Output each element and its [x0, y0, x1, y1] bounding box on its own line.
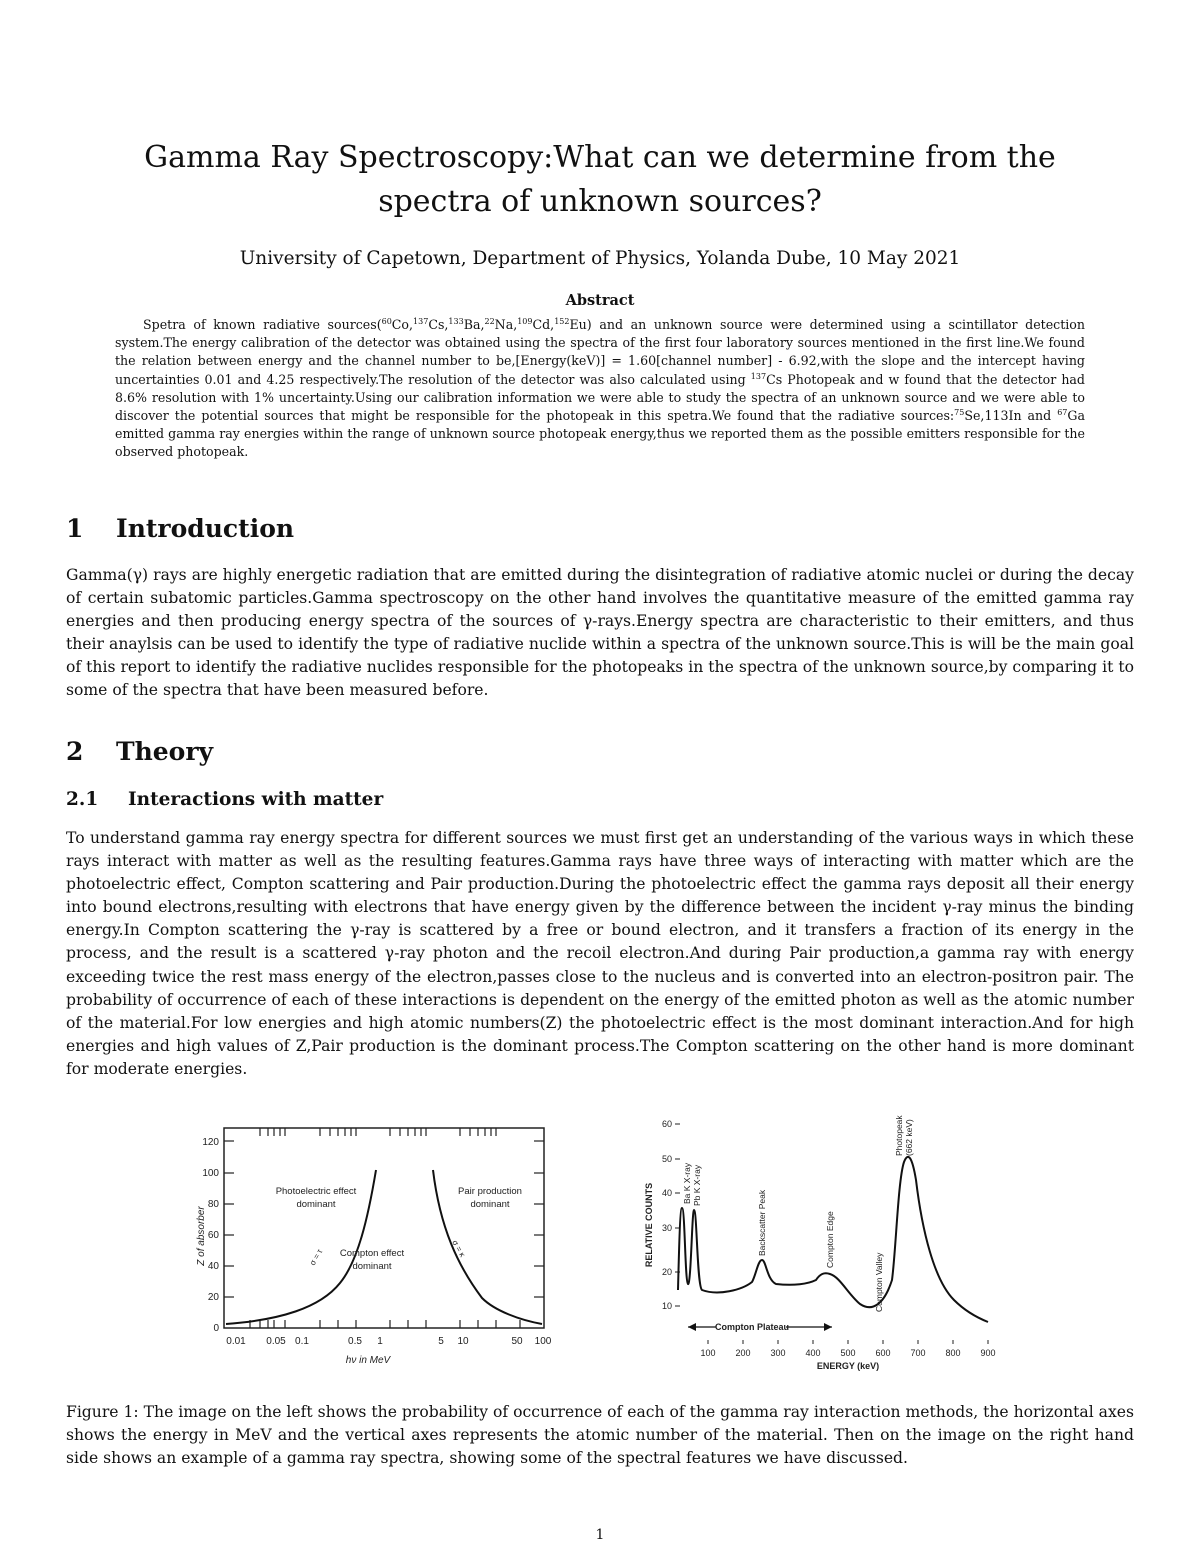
x-tick-label: 900 — [980, 1348, 996, 1358]
subsection-heading-interactions: 2.1 Interactions with matter — [66, 789, 384, 810]
x-tick-label: 10 — [457, 1336, 469, 1347]
x-tick-label: 0.5 — [348, 1336, 362, 1347]
label-pb-k-xray: Pb K X-ray — [692, 1164, 702, 1206]
figure-interaction-regions — [190, 1118, 560, 1376]
y-tick-label: 80 — [207, 1199, 219, 1210]
figure-caption: Figure 1: The image on the left shows the probability of occurrence of each of the gamma ray interaction methods, the horizontal axes shows the energy in MeV and the vertical axes represents the atomic number of the material. Then on the image on the right hand side shows an example of a gamma ray spectra, showing some of the spectral features we have discussed. — [66, 1403, 1134, 1468]
x-tick-label: 200 — [735, 1348, 751, 1358]
title-line-2: spectra of unknown sources? — [378, 184, 822, 219]
curve-label-right: σ = κ — [450, 1238, 468, 1259]
label-photopeak-energy: (662 keV) — [904, 1119, 914, 1156]
label-compton-valley: Compton Valley — [874, 1252, 884, 1312]
y-tick-label: 20 — [661, 1267, 672, 1277]
y-tick-label: 10 — [661, 1301, 672, 1311]
spectrum-x-tick-labels — [700, 1348, 995, 1358]
region-label-compton: Compton effect — [339, 1248, 405, 1259]
spectrum-x-axis-label: ENERGY (keV) — [816, 1361, 880, 1371]
abstract-body: Spetra of known radiative sources($^{60}$Co,$^{137}$Cs,$^{133}$Ba,$^{22}$Na,$^{109}$Cd,$^{152}$Eu) and an unknown source were determined using a scintillator detection system.The energy calibration of the detector was obtained using the spectra of the first four laboratory sources mentioned in the first line.We found the relation between energy and the channel number to be,[Energy(keV)] = 1.60[channel number] - 6.92,with the slope and the intercept having uncertainties 0.01 and 4.25 respectively.The resolution of the detector was also calculated using $^{137}$Cs Photopeak and w found that the detector had 8.6% resolution with 1% uncertainty.Using our calibration information we were able to study the spectra of an unknown source and we were able to discover the potential sources that might be responsible for the photopeak in this spetra.We found that the radiative sources:$^{75}$Se,113In and $^{67}$Ga emitted gamma ray energies within the range of unknown source photopeak energy,thus we reported them as the possible emitters responsible for the observed photopeak. — [115, 316, 1085, 460]
abstract-heading: Abstract — [565, 292, 635, 309]
spectrum-peak-labels — [682, 1115, 914, 1312]
y-tick-label: 20 — [207, 1292, 219, 1303]
x-tick-label: 5 — [438, 1336, 444, 1347]
x-tick-label: 100 — [534, 1336, 552, 1347]
x-tick-label: 700 — [910, 1348, 926, 1358]
label-backscatter-peak: Backscatter Peak — [757, 1189, 767, 1256]
region-label-pair: Pair production — [458, 1186, 522, 1197]
region-label-pair-dominant: dominant — [470, 1199, 510, 1210]
section-heading-introduction: 1 Introduction — [66, 514, 295, 543]
y-tick-label: 0 — [213, 1323, 219, 1334]
label-compton-edge: Compton Edge — [825, 1211, 835, 1268]
title-line-1: Gamma Ray Spectroscopy:What can we determine from the — [144, 140, 1056, 175]
x-tick-label: 800 — [945, 1348, 961, 1358]
x-tick-label: 0.01 — [226, 1336, 246, 1347]
compton-plateau-arrow — [688, 1322, 832, 1332]
spectrum-y-tick-labels — [662, 1119, 672, 1311]
author-affiliation: University of Capetown, Department of Physics, Yolanda Dube, 10 May 2021 — [239, 248, 961, 269]
spectrum-x-ticks — [708, 1340, 988, 1344]
y-axis-label: Z of absorber — [196, 1206, 207, 1266]
y-tick-marks — [224, 1141, 544, 1297]
region-label-compton-dominant: dominant — [352, 1261, 392, 1272]
paper-title — [60, 136, 1140, 224]
x-tick-label: 50 — [511, 1336, 523, 1347]
page-number: 1 — [595, 1527, 605, 1543]
interactions-paragraph: To understand gamma ray energy spectra for different sources we must first get an understanding of the various ways in which these rays interact with matter as well as the resulting features.Gamma rays have three ways of interacting with matter which are the photoelectric effect, Compton scattering and Pair production.During the photoelectric effect the gamma rays deposit all their energy into bound electrons,resulting with electrons that have energy given by the difference between the incident γ-ray minus the binding energy.In Compton scattering the γ-ray is scattered by a free or bound electron, and it transfers a fraction of its energy in the process, and the result is a scattered γ-ray photon and the recoil electron.And during Pair production,a gamma ray with energy exceeding twice the rest mass energy of the electron,passes close to the nucleus and is converted into an electron-positron pair. The probability of occurrence of each of these interactions is dependent on the energy of the emitted photon as well as the atomic number of the material.For low energies and high atomic numbers(Z) the photoelectric effect is the most dominant interaction.And for high energies and high values of Z,Pair production is the dominant process.The Compton scattering on the other hand is more dominant for moderate energies. — [66, 829, 1134, 1078]
x-tick-label: 0.1 — [295, 1336, 309, 1347]
top-tick-marks — [260, 1128, 496, 1136]
curve-label-left: σ = τ — [307, 1247, 325, 1267]
label-ba-k-xray: Ba K X-ray — [682, 1162, 692, 1204]
x-axis-label: hν in MeV — [345, 1355, 391, 1366]
spectrum-y-axis-label: RELATIVE COUNTS — [644, 1182, 654, 1268]
x-tick-label: 1 — [377, 1336, 383, 1347]
y-tick-label: 50 — [661, 1154, 672, 1164]
y-tick-label: 120 — [202, 1137, 219, 1148]
y-tick-label: 40 — [661, 1188, 672, 1198]
y-tick-label: 60 — [207, 1230, 219, 1241]
x-tick-labels — [226, 1336, 552, 1347]
y-tick-label: 100 — [202, 1168, 219, 1179]
x-tick-label: 300 — [770, 1348, 786, 1358]
y-tick-label: 30 — [661, 1223, 672, 1233]
x-tick-label: 100 — [700, 1348, 716, 1358]
region-label-photoelectric: Photoelectric effect — [275, 1186, 357, 1197]
plot-frame — [224, 1128, 544, 1328]
figure-gamma-spectrum — [636, 1100, 1006, 1376]
x-tick-label: 500 — [840, 1348, 856, 1358]
y-tick-label: 40 — [207, 1261, 219, 1272]
y-tick-label: 60 — [661, 1119, 672, 1129]
x-tick-label: 0.05 — [266, 1336, 286, 1347]
region-label-photoelectric-dominant: dominant — [296, 1199, 336, 1210]
bottom-tick-marks — [250, 1320, 520, 1328]
label-photopeak: Photopeak — [894, 1115, 904, 1156]
x-tick-label: 400 — [805, 1348, 821, 1358]
introduction-paragraph: Gamma(γ) rays are highly energetic radiation that are emitted during the disintegration of radiative atomic nuclei or during the decay of certain subatomic particles.Gamma spectroscopy on the other hand involves the quantitative measure of the emitted gamma ray energies and then producing energy spectra of the sources of γ-rays.Energy spectra are characteristic to their emitters, and thus their anaylsis can be used to identify the type of radiative nuclide within a spectra of the unknown source.This is will be the main goal of this report to identify the radiative nuclides responsible for the photopeaks in the spectra of the unknown source,by comparing it to some of the spectra that have been measured before. — [66, 566, 1134, 700]
label-compton-plateau: Compton Plateau — [714, 1322, 790, 1332]
section-heading-theory: 2 Theory — [66, 737, 214, 766]
x-tick-label: 600 — [875, 1348, 891, 1358]
